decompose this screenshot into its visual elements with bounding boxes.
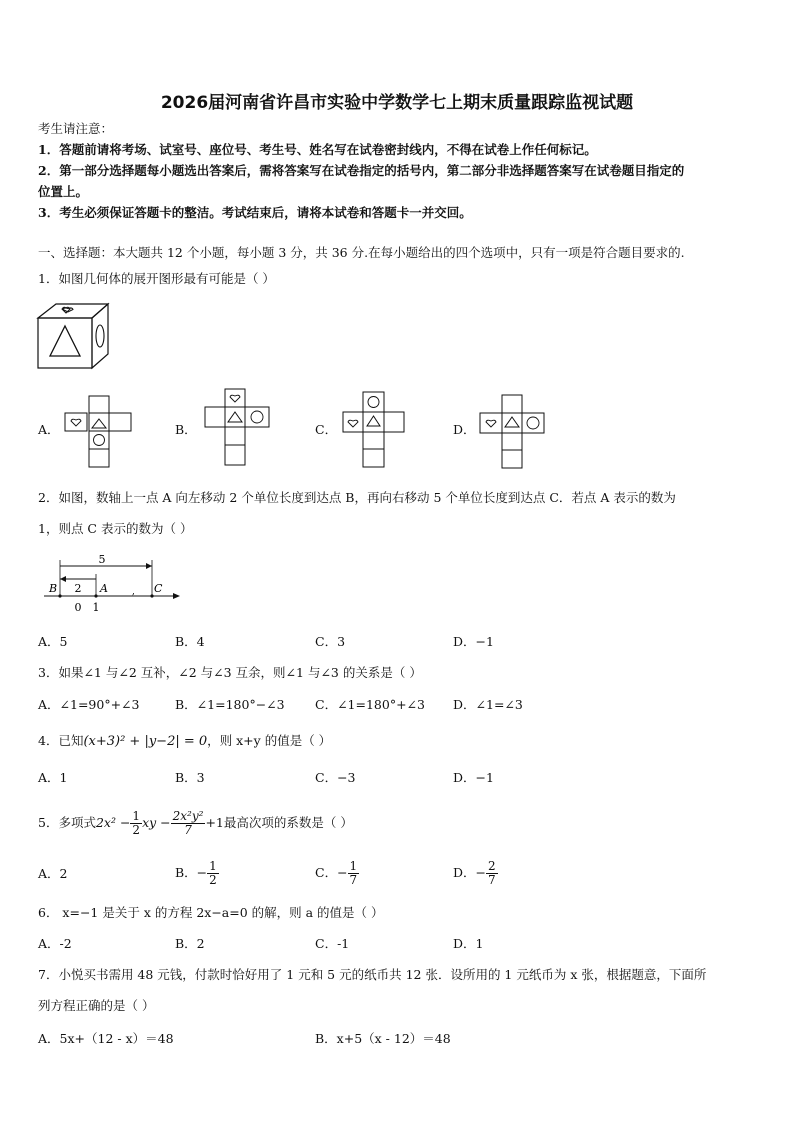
- q3-option-a: A．∠1=90°+∠3: [38, 697, 140, 712]
- q4-option-c: C．−3: [315, 770, 356, 785]
- distance-5-label: 5: [98, 553, 106, 566]
- q1-option-a-label: A．: [38, 422, 60, 437]
- cube-figure: [36, 300, 110, 370]
- q7-option-a: A．5x+（12 - x）＝48: [38, 1031, 174, 1046]
- q2-option-b: B．4: [175, 634, 205, 649]
- tick-1-label: 1: [92, 601, 100, 614]
- q6-option-d: D．1: [453, 936, 484, 951]
- section-heading: 一、选择题：本大题共 12 个小题，每小题 3 分，共 36 分.在每小题给出的四个选项中，只有一项是符合题目要求的.: [38, 245, 685, 260]
- notice-heading: 考生请注意：: [38, 121, 114, 136]
- q5-option-d: D．− $\frac{2}{7}$: [453, 859, 496, 887]
- q1-option-c-label: C．: [315, 422, 338, 437]
- tick-0-label: 0: [74, 601, 82, 614]
- q2-option-c: C．3: [315, 634, 346, 649]
- q4-expression: (x+3)² + |y−2| = 0: [83, 734, 208, 749]
- q5-prefix: 5．多项式: [38, 815, 96, 830]
- notice-item-2-cont: 位置上。: [38, 184, 89, 199]
- q1-stem: 1．如图几何体的展开图形最有可能是（ ）: [38, 271, 275, 286]
- q6-stem: 6． x=−1 是关于 x 的方程 2x−a=0 的解，则 a 的值是（ ）: [38, 905, 384, 920]
- q5-option-c: C．− $\frac{1}{7}$: [315, 859, 358, 887]
- q3-stem: 3．如果∠1 与∠2 互补，∠2 与∠3 互余，则∠1 与∠3 的关系是（ ）: [38, 665, 422, 680]
- number-line-figure: [40, 552, 185, 616]
- q3-option-d: D．∠1=∠3: [453, 697, 523, 712]
- q2-stem-line2: 1，则点 C 表示的数为（ ）: [38, 521, 193, 536]
- point-b-label: B: [49, 582, 58, 595]
- q3-option-b: B．∠1=180°−∠3: [175, 697, 285, 712]
- q4-option-d: D．−1: [453, 770, 494, 785]
- net-c: [341, 390, 407, 470]
- q6-option-a: A．-2: [38, 936, 72, 951]
- q7-stem-line1: 7．小悦买书需用 48 元钱，付款时恰好用了 1 元和 5 元的纸币共 12 张．设所用的 1 元纸币为 x 张，根据题意，下面所: [38, 967, 707, 982]
- q5-suffix: 最高次项的系数是（ ）: [223, 815, 353, 830]
- net-a: [64, 395, 134, 470]
- q4-prefix: 4．已知: [38, 733, 84, 748]
- q7-option-b: B．x+5（x - 12）＝48: [315, 1031, 451, 1046]
- q5-stem: 5．多项式2x² − $\frac{1}{2}$ xy − $\frac{\text{2x²y²}}{7}$ +1最高次项的系数是（ ）: [38, 809, 353, 837]
- q4-suffix: ，则 x+y 的值是（ ）: [207, 733, 332, 748]
- q5-fraction-1: $\frac{1}{2}$: [132, 809, 141, 837]
- point-c-label: C: [154, 582, 163, 595]
- net-b: [203, 387, 275, 469]
- distance-2-label: 2: [74, 582, 82, 595]
- q4-option-b: B．3: [175, 770, 205, 785]
- page-title: 2026届河南省许昌市实验中学数学七上期末质量跟踪监视试题: [160, 93, 634, 113]
- q3-option-c: C．∠1=180°+∠3: [315, 697, 425, 712]
- q5-fraction-2: $\frac{\text{2x²y²}}{7}$: [172, 809, 204, 837]
- notice-item-1: 1．答题前请将考场、试室号、座位号、考生号、姓名写在试卷密封线内，不得在试卷上作任何标记。: [38, 142, 597, 157]
- net-d: [478, 393, 546, 471]
- notice-item-2: 2．第一部分选择题每小题选出答案后，需将答案写在试卷指定的括号内，第二部分非选择题答案写在试卷题目指定的: [38, 163, 685, 178]
- q4-option-a: A．1: [38, 770, 68, 785]
- q6-option-c: C．-1: [315, 936, 350, 951]
- q2-stem-line1: 2．如图，数轴上一点 A 向左移动 2 个单位长度到达点 B，再向右移动 5 个单位长度到达点 C．若点 A 表示的数为: [38, 490, 676, 505]
- notice-item-3: 3．考生必须保证答题卡的整洁。考试结束后，请将本试卷和答题卡一并交回。: [38, 205, 472, 220]
- q1-option-d-label: D．: [453, 422, 476, 437]
- q7-stem-line2: 列方程正确的是（ ）: [38, 998, 155, 1013]
- q1-option-b-label: B．: [175, 422, 197, 437]
- point-a-label: A: [100, 582, 108, 595]
- svg-text:,: ,: [132, 587, 135, 597]
- q4-stem: [38, 733, 331, 750]
- q5-option-a: A．2: [38, 866, 68, 881]
- q2-option-a: A．5: [38, 634, 68, 649]
- q6-option-b: B．2: [175, 936, 205, 951]
- q5-option-b: B．− $\frac{1}{2}$: [175, 859, 217, 887]
- q2-option-d: D．−1: [453, 634, 494, 649]
